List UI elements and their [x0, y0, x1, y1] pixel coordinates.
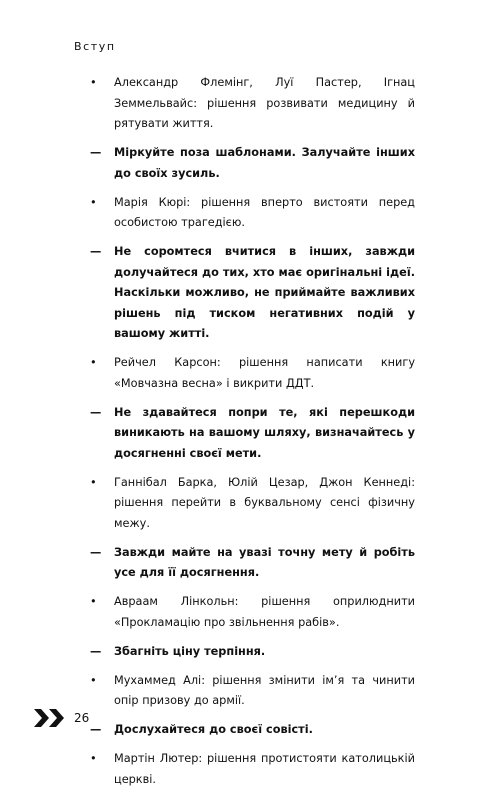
list-item: [90, 143, 415, 184]
list-item-text: Авраам Лінкольн: рішення оприлюднити «Прокламацію про звільнення рабів».: [114, 595, 415, 629]
bullet-marker: •: [90, 195, 97, 209]
dash-marker: —: [90, 723, 102, 736]
list-item-text: Дослухайтеся до своєї совісті.: [114, 723, 313, 736]
list-item: [90, 543, 415, 584]
dash-marker: —: [90, 545, 102, 559]
list-item: [90, 473, 415, 535]
page-number: 26: [74, 711, 90, 725]
bullet-marker: •: [90, 76, 97, 89]
list-item: [90, 671, 415, 712]
list-item-text: Завжди майте на увазі точну мету й робіть усе для її досягнення.: [114, 545, 415, 579]
list-item-text: Ганнібал Барка, Юлій Цезар, Джон Кеннеді: рішення перейти в буквальному сенсі фізичну межу.: [114, 475, 415, 530]
list-item: [90, 73, 415, 135]
list-item-text: Мартін Лютер: рішення протистояти католицькій церкві.: [114, 752, 415, 786]
list-item-text: Не здавайтеся попри те, які перешкоди виникають на вашому шляху, визначайтесь у досягненні своєї мети.: [114, 405, 415, 460]
list-item: [90, 403, 415, 465]
list-item-text: Не соромтеся вчитися в інших, завжди долучайтеся до тих, хто має оригінальні ідеї. Наскільки можливо, не приймайте важливих рішень під тиском негативних подій у вашому житті.: [114, 245, 415, 340]
page-footer: [34, 708, 89, 728]
list-item-text: Марія Кюрі: рішення вперто вистояти перед особистою трагедією.: [114, 195, 415, 229]
dash-marker: —: [90, 644, 102, 658]
list-item: [90, 353, 415, 394]
list-content: [90, 73, 415, 799]
dash-marker: —: [90, 146, 102, 159]
bullet-marker: •: [90, 673, 97, 687]
dash-marker: —: [90, 245, 102, 258]
list-item: [90, 193, 415, 234]
dash-marker: —: [90, 405, 102, 419]
double-chevron-right-icon: [34, 709, 66, 727]
list-item-text: Александр Флемінг, Луї Пастер, Ігнац Земмельвайс: рішення розвивати медицину й рятувати життя.: [114, 76, 415, 130]
list-item: [90, 242, 415, 345]
list-item: [90, 749, 415, 790]
list-item-text: Мухаммед Алі: рішення змінити ім’я та чинити опір призову до армії.: [114, 673, 415, 707]
bullet-marker: •: [90, 356, 97, 369]
list-item: [90, 720, 415, 741]
list-item-text: Рейчел Карсон: рішення написати книгу «Мовчазна весна» і викрити ДДТ.: [114, 356, 415, 390]
list-item-text: Міркуйте поза шаблонами. Залучайте інших до своїх зусиль.: [114, 146, 415, 180]
list-item-text: Збагніть ціну терпіння.: [114, 644, 266, 658]
list-item: [90, 592, 415, 633]
bullet-marker: •: [90, 475, 97, 489]
running-head: Вступ: [74, 40, 116, 53]
bullet-marker: •: [90, 752, 97, 765]
list-item: [90, 642, 415, 663]
bullet-marker: •: [90, 595, 97, 608]
